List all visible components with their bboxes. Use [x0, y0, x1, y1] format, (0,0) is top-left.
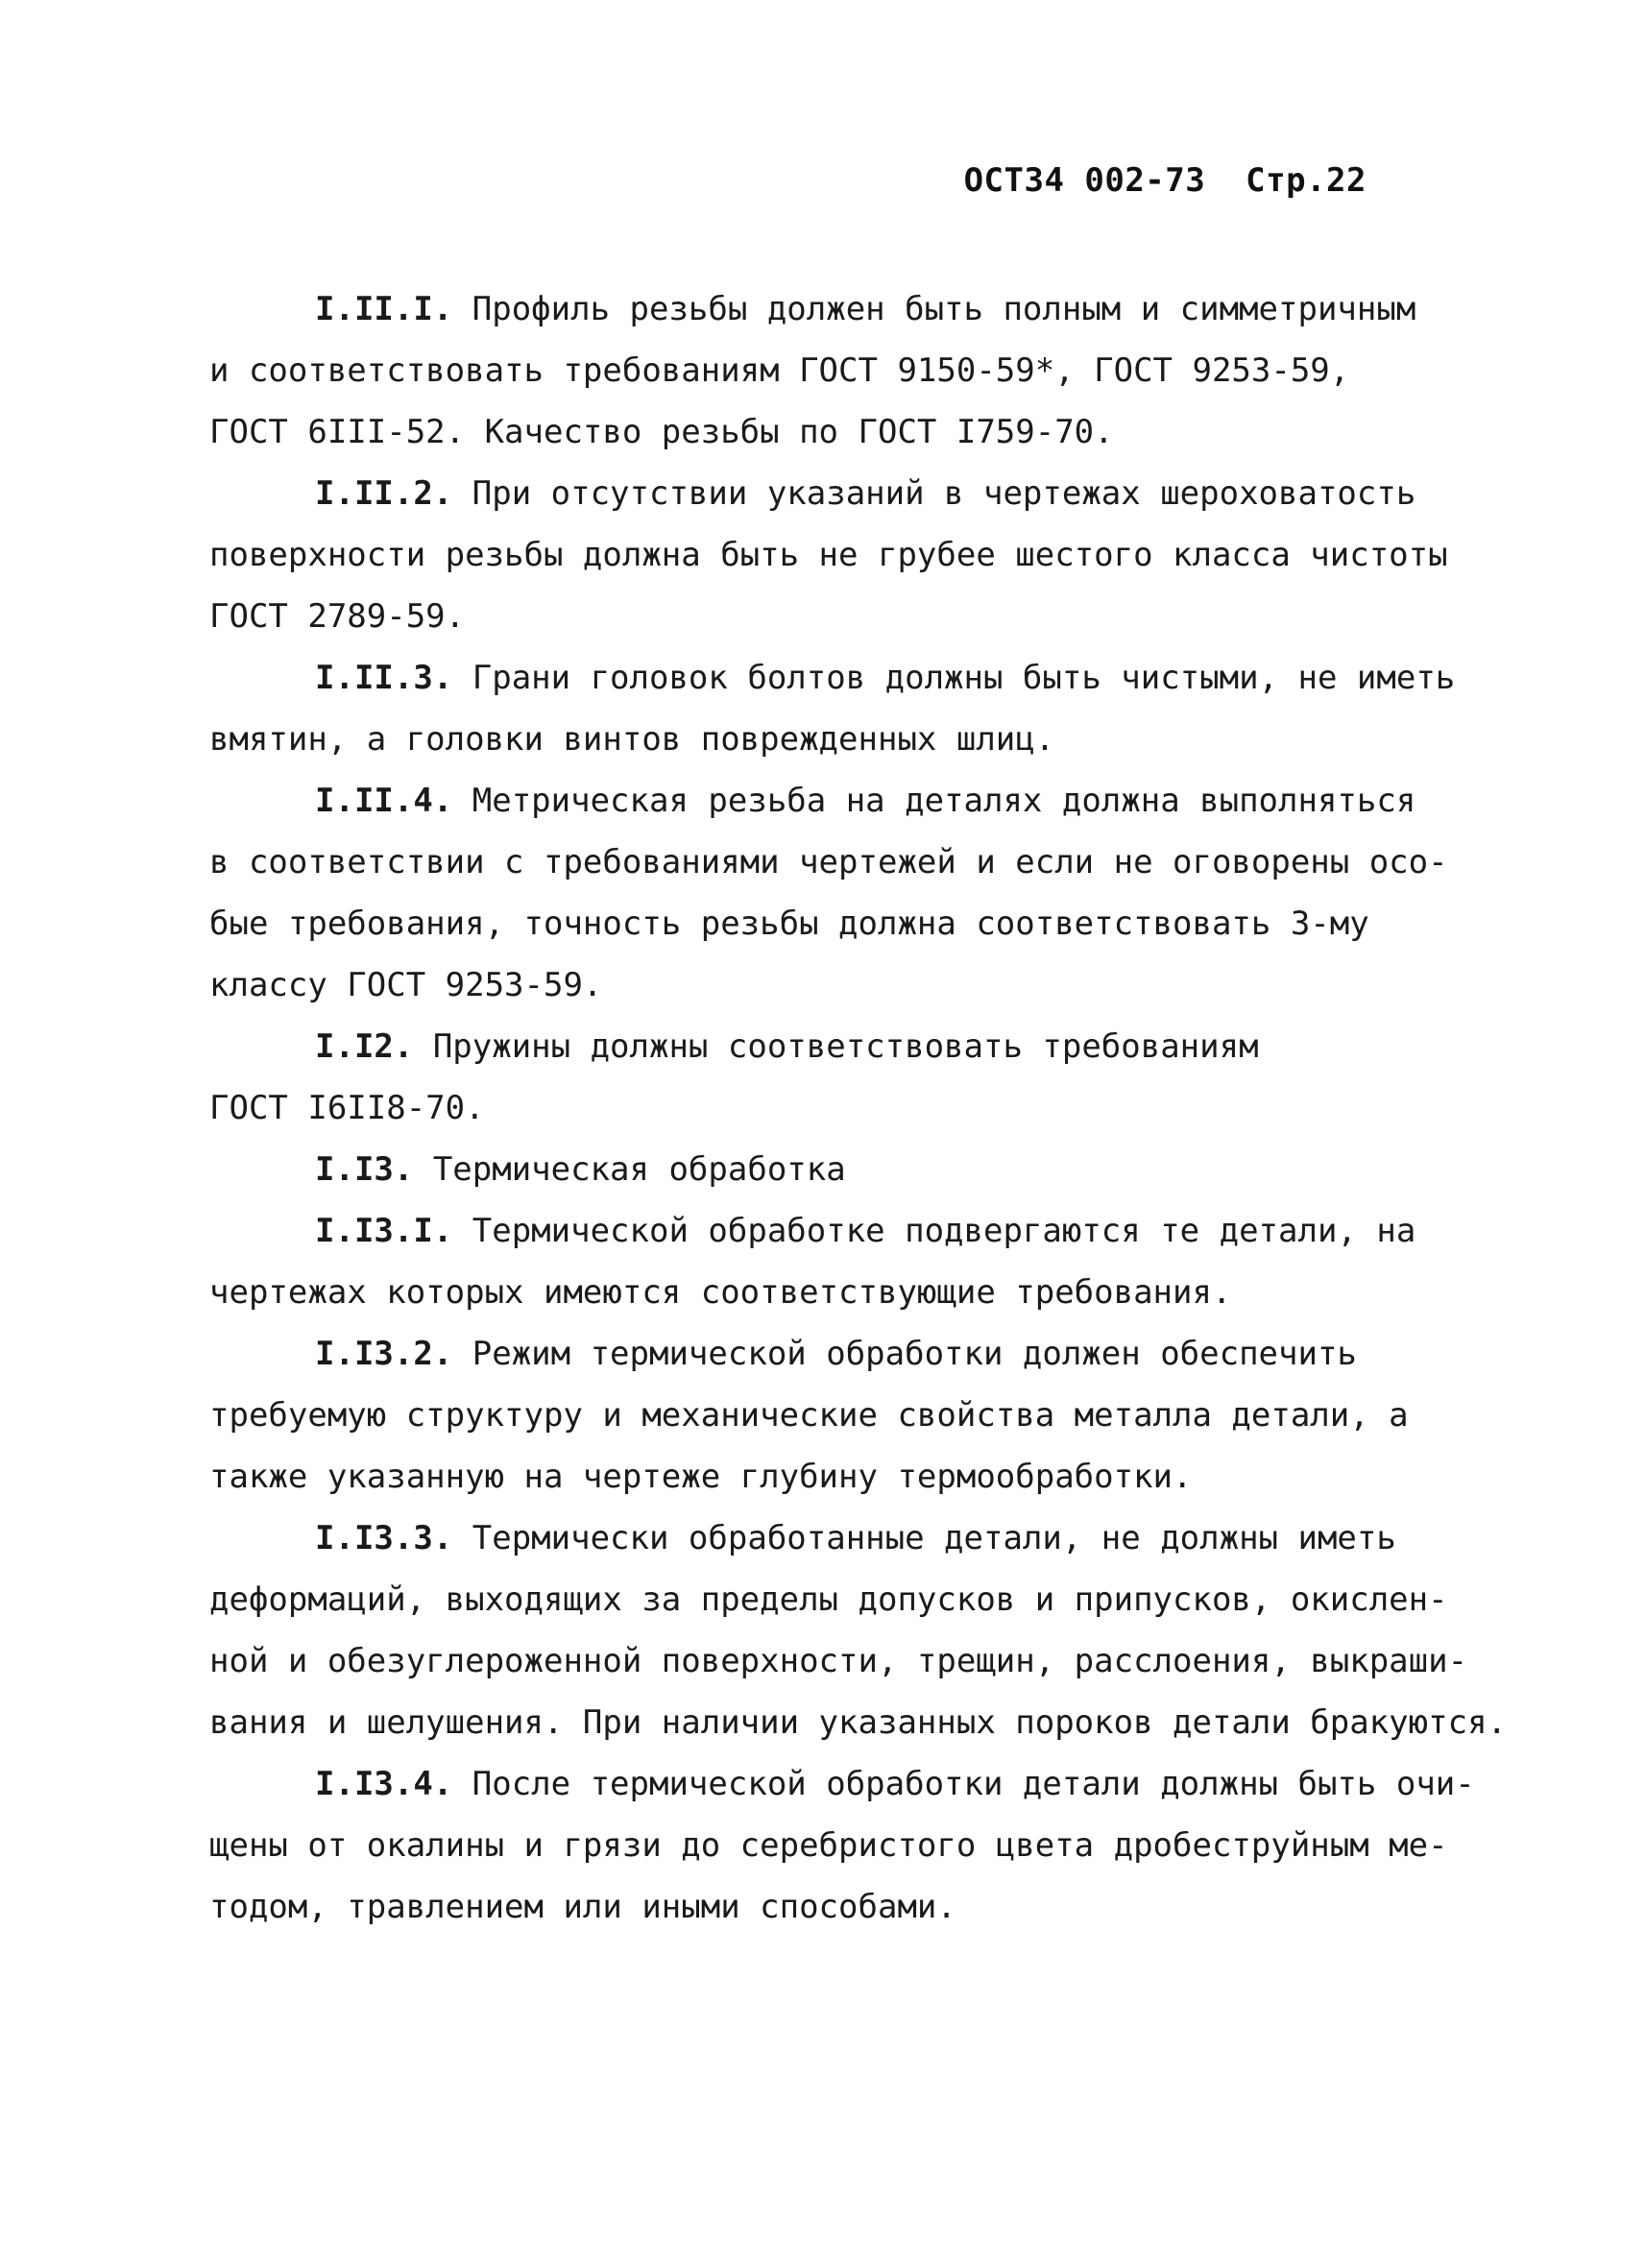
paragraph-1-13-1 [209, 1200, 1448, 1323]
text-line: вания и шелушения. При наличии указанных пороков детали бракуются. [209, 1703, 1508, 1742]
paragraph-1-13 [209, 1139, 1448, 1200]
paragraph-1-11-4 [209, 770, 1448, 1016]
text-line: также указанную на чертеже глубину термообработки. [209, 1458, 1193, 1496]
paragraph-1-11-3 [209, 647, 1456, 770]
text-line: поверхности резьбы должна быть не грубее шестого класса чистоты [209, 536, 1448, 574]
clause-number: I.I3.2. [315, 1335, 453, 1373]
text-line: бые требования, точность резьбы должна соответствовать 3-му [209, 905, 1369, 943]
document-body [209, 278, 1508, 1938]
clause-number: I.I3. [315, 1150, 414, 1189]
text-line: Пружины должны соответствовать требованиям [413, 1027, 1259, 1066]
clause-number: I.I3.3. [315, 1519, 453, 1557]
text-line: ГОСТ 2789-59. [209, 597, 466, 636]
text-line: После термической обработки детали должны быть очи- [452, 1765, 1475, 1803]
paragraph-1-13-4 [209, 1753, 1475, 1938]
text-line: Термически обработанные детали, не должны иметь [452, 1519, 1396, 1557]
text-line: Режим термической обработки должен обеспечить [452, 1335, 1357, 1373]
page-header [964, 161, 1367, 200]
clause-number: I.II.3. [315, 659, 453, 697]
paragraph-1-13-2 [209, 1323, 1448, 1508]
text-line: в соответствии с требованиями чертежей и если не оговорены осо- [209, 843, 1448, 881]
text-line: классу ГОСТ 9253-59. [209, 966, 603, 1004]
clause-number: I.II.4. [315, 782, 453, 820]
text-line: При отсутствии указаний в чертежах шероховатость [452, 474, 1416, 513]
paragraph-1-12 [209, 1016, 1448, 1139]
text-line: ГОСТ I6II8-70. [209, 1089, 485, 1127]
paragraph-1-13-3 [209, 1508, 1508, 1753]
text-line: и соответствовать требованиям ГОСТ 9150-59*, ГОСТ 9253-59, [209, 351, 1350, 390]
text-line: тодом, травлением или иными способами. [209, 1888, 956, 1926]
text-line: требуемую структуру и механические свойства металла детали, а [209, 1396, 1409, 1435]
clause-number: I.II.2. [315, 474, 453, 513]
paragraph-1-11-2 [209, 463, 1448, 647]
clause-number: I.II.I. [315, 290, 453, 328]
text-line: деформаций, выходящих за пределы допусков и припусков, окислен- [209, 1580, 1448, 1619]
text-line: ГОСТ 6III-52. Качество резьбы по ГОСТ I759-70. [209, 413, 1114, 451]
document-code: ОСТ34 002-73 [963, 161, 1206, 200]
text-line: Профиль резьбы должен быть полным и симметричным [452, 290, 1416, 328]
clause-number: I.I3.I. [315, 1212, 453, 1250]
text-line: Грани головок болтов должны быть чистыми, не иметь [452, 659, 1456, 697]
clause-number: I.I2. [315, 1027, 414, 1066]
text-line: вмятин, а головки винтов поврежденных шлиц. [209, 720, 1055, 759]
text-line: чертежах которых имеются соответствующие требования. [209, 1273, 1232, 1312]
text-line: щены от окалины и грязи до серебристого цвета дробеструйным ме- [209, 1826, 1448, 1865]
section-heading: Термическая обработка [413, 1150, 846, 1189]
clause-number: I.I3.4. [315, 1765, 453, 1803]
text-line: ной и обезуглероженной поверхности, трещин, расслоения, выкраши- [209, 1642, 1468, 1680]
text-line: Термической обработке подвергаются те детали, на [452, 1212, 1416, 1250]
text-line: Метрическая резьба на деталях должна выполняться [452, 782, 1416, 820]
page-number: Стр.22 [1246, 161, 1367, 200]
paragraph-1-11-1 [209, 278, 1448, 463]
